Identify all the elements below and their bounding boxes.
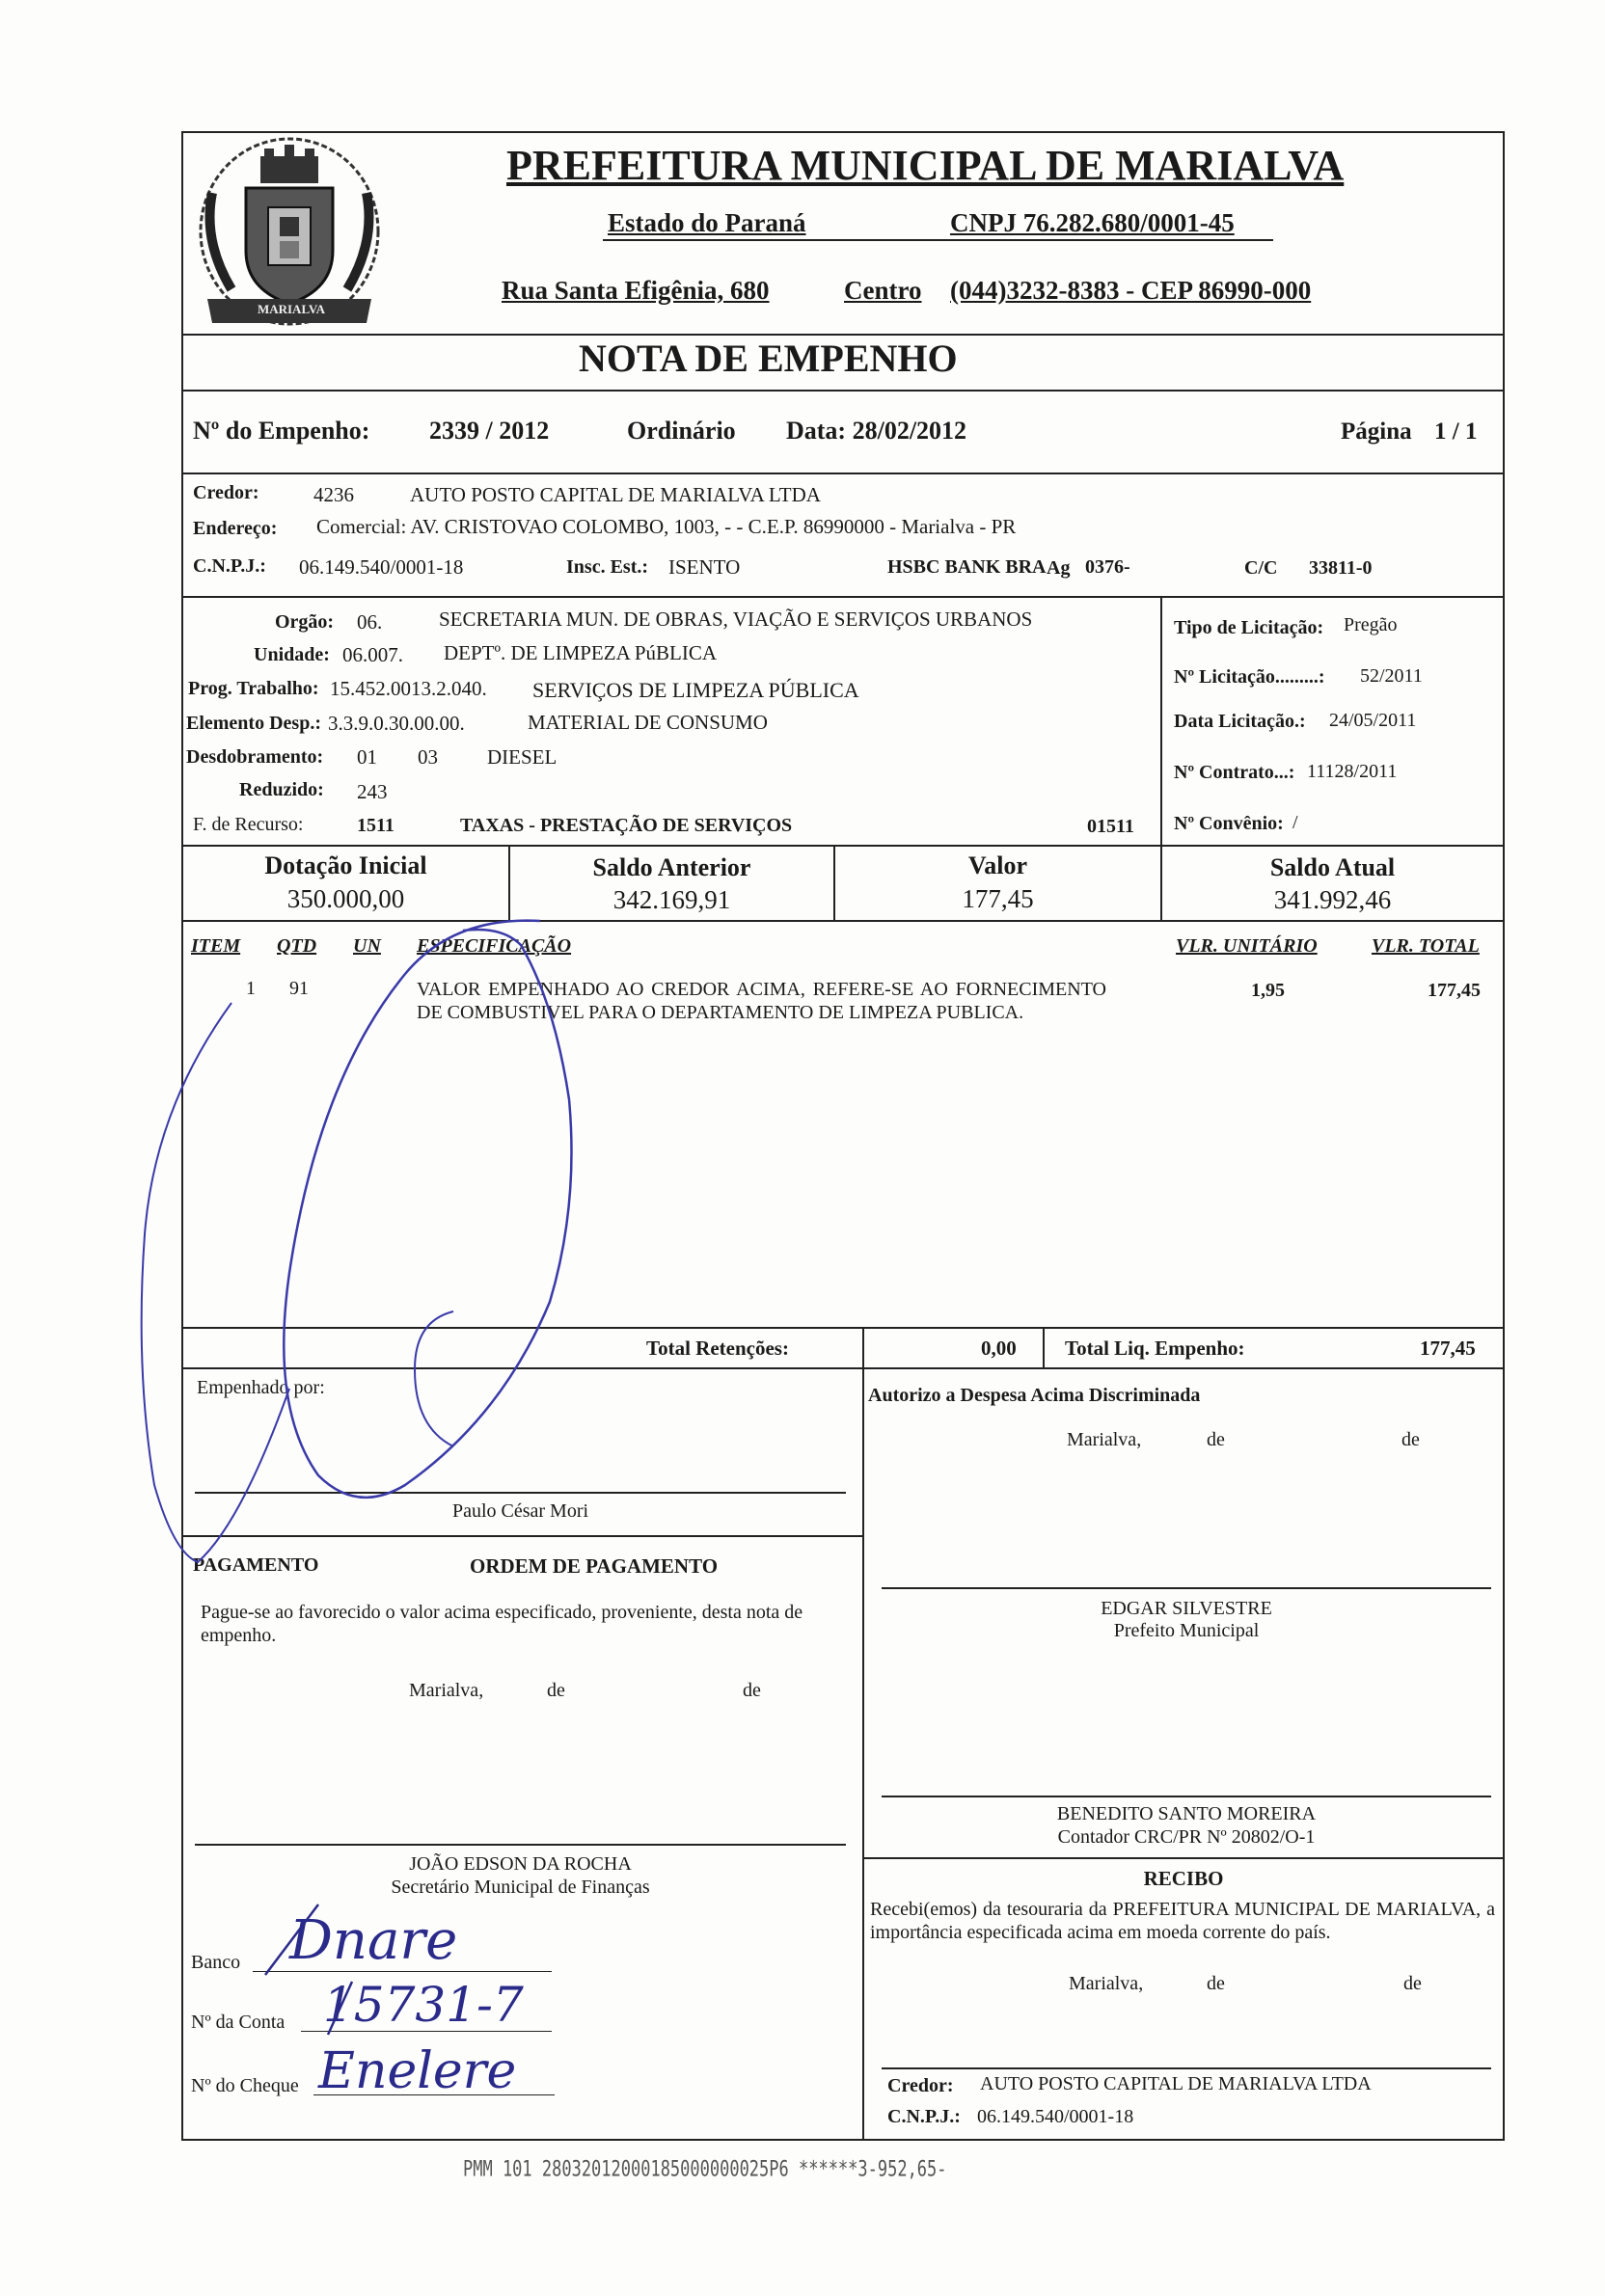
desdobramento-a: 01 xyxy=(357,745,377,769)
orgao-label: Orgão: xyxy=(275,611,335,633)
phone-cep: (044)3232-8383 - CEP 86990-000 xyxy=(950,276,1312,305)
total-liq-label: Total Liq. Empenho: xyxy=(1065,1337,1245,1360)
pagamento-de1: de xyxy=(547,1680,565,1701)
saldo-anterior-value: 342.169,91 xyxy=(612,885,731,914)
row-unit-value: 1,95 xyxy=(1251,980,1285,1001)
recibo-city: Marialva, xyxy=(1069,1973,1144,1994)
prog-label: Prog. Trabalho: xyxy=(188,678,319,699)
banco-label: Banco xyxy=(191,1952,241,1973)
elemento-code: 3.3.9.0.30.00.00. xyxy=(328,712,465,735)
pagamento-label: PAGAMENTO xyxy=(193,1554,319,1576)
num-licitacao: 52/2011 xyxy=(1360,665,1423,687)
prog-code: 15.452.0013.2.040. xyxy=(330,677,487,700)
credor-address: Comercial: AV. CRISTOVAO COLOMBO, 1003, - - C.E.P. 86990000 - Marialva - PR xyxy=(316,515,1017,538)
prog-name: SERVIÇOS DE LIMPEZA PÚBLICA xyxy=(532,678,859,702)
recibo-credor-label: Credor: xyxy=(887,2075,954,2096)
data-licitacao-label: Data Licitação.: xyxy=(1174,711,1306,732)
insc-label: Insc. Est.: xyxy=(566,556,649,578)
col-item: ITEM xyxy=(191,935,241,957)
convenio-value: / xyxy=(1292,812,1298,833)
endereco-label: Endereço: xyxy=(193,518,278,539)
empenho-date: Data: 28/02/2012 xyxy=(786,417,967,445)
autorizo-de1: de xyxy=(1207,1429,1225,1450)
recibo-de2: de xyxy=(1403,1973,1422,1994)
doc-title: NOTA DE EMPENHO xyxy=(579,337,958,380)
tipo-licitacao: Pregão xyxy=(1344,614,1398,635)
insc-value: ISENTO xyxy=(668,555,741,579)
unidade-code: 06.007. xyxy=(342,643,403,666)
recibo-credor: AUTO POSTO CAPITAL DE MARIALVA LTDA xyxy=(980,2073,1372,2094)
valor-value: 177,45 xyxy=(962,884,1034,913)
crest-text: MARIALVA xyxy=(257,302,326,316)
recibo-cnpj: 06.149.540/0001-18 xyxy=(977,2106,1134,2127)
autorizo-signer: EDGAR SILVESTRE xyxy=(1101,1598,1272,1619)
cheque-label: Nº do Cheque xyxy=(191,2075,299,2096)
empenho-type: Ordinário xyxy=(627,417,736,445)
state-name: Estado do Paraná xyxy=(608,208,806,237)
signature-hook-stroke xyxy=(415,1311,453,1446)
credor-cnpj: 06.149.540/0001-18 xyxy=(299,555,464,579)
autorizo-city: Marialva, xyxy=(1067,1429,1142,1450)
footer-code: PMM 101 28032012000185000000025P6 ******3-952,65- xyxy=(463,2157,947,2182)
conta-label: Nº da Conta xyxy=(191,2012,286,2033)
page-label: Página xyxy=(1341,419,1412,445)
account-number: 33811-0 xyxy=(1309,557,1373,579)
total-retencoes-value: 0,00 xyxy=(981,1337,1017,1360)
unidade-label: Unidade: xyxy=(254,644,330,665)
tipo-licitacao-label: Tipo de Licitação: xyxy=(1174,617,1324,638)
total-retencoes-label: Total Retenções: xyxy=(646,1337,789,1360)
signature-loop-stroke xyxy=(284,921,571,1498)
pagamento-role: Secretário Municipal de Finanças xyxy=(391,1877,650,1898)
credor-label: Credor: xyxy=(193,482,259,503)
data-licitacao: 24/05/2011 xyxy=(1329,710,1417,731)
saldo-anterior-label: Saldo Anterior xyxy=(592,853,751,881)
empenhado-signer: Paulo César Mori xyxy=(451,1500,589,1522)
recibo-title: RECIBO xyxy=(1143,1867,1224,1890)
pagamento-text: Pague-se ao favorecido o valor acima especificado, proveniente, desta nota de empenho. xyxy=(201,1602,803,1646)
agency-label: Ag xyxy=(1047,557,1071,579)
recibo-cnpj-label: C.N.P.J.: xyxy=(887,2106,961,2127)
district: Centro xyxy=(844,276,922,305)
bank-name: HSBC BANK BRA xyxy=(887,556,1047,578)
credor-cnpj-label: C.N.P.J.: xyxy=(193,555,266,577)
reduzido-value: 243 xyxy=(357,780,388,803)
orgao-name: SECRETARIA MUN. DE OBRAS, VIAÇÃO E SERVIÇOS URBANOS xyxy=(439,608,1033,631)
contrato-label: Nº Contrato...: xyxy=(1174,762,1295,783)
banco-handwritten: Dnare xyxy=(289,1909,458,1972)
col-especificacao: ESPECIFICAÇÃO xyxy=(417,935,572,957)
recibo-text: Recebi(emos) da tesouraria da PREFEITURA MUNICIPAL DE MARIALVA, a importância especificada acima em moeda corrente do país. xyxy=(870,1899,1495,1943)
recibo-de1: de xyxy=(1207,1973,1225,1994)
orgao-code: 06. xyxy=(357,610,383,634)
credor-name: AUTO POSTO CAPITAL DE MARIALVA LTDA xyxy=(410,483,821,506)
convenio-label: Nº Convênio: xyxy=(1174,813,1284,834)
pagamento-signer: JOÃO EDSON DA ROCHA xyxy=(409,1853,632,1875)
unidade-name: DEPTº. DE LIMPEZA PúBLICA xyxy=(444,641,718,664)
col-un: UN xyxy=(353,935,381,957)
credor-code: 4236 xyxy=(313,483,354,506)
conta-handwritten: 15731-7 xyxy=(323,1977,524,2033)
row-total-value: 177,45 xyxy=(1428,980,1481,1001)
row-qtd: 91 xyxy=(289,978,309,999)
valor-label: Valor xyxy=(967,851,1028,879)
desdobramento-b: 03 xyxy=(418,745,438,769)
desdobramento-label: Desdobramento: xyxy=(186,746,324,768)
fonte-code: 1511 xyxy=(357,815,394,836)
reduzido-label: Reduzido: xyxy=(239,779,324,800)
dotacao-inicial-value: 350.000,00 xyxy=(286,884,405,913)
col-vlr-unitario: VLR. UNITÁRIO xyxy=(1176,935,1318,957)
row-description: VALOR EMPENHADO AO CREDOR ACIMA, REFERE-SE AO FORNECIMENTO DE COMBUSTIVEL PARA O DEPARTAMENTO DE LIMPEZA PUBLICA. xyxy=(417,979,1106,1023)
fonte-label: F. de Recurso: xyxy=(193,814,304,835)
elemento-name: MATERIAL DE CONSUMO xyxy=(528,711,768,734)
pagamento-de2: de xyxy=(743,1680,761,1701)
contrato-value: 11128/2011 xyxy=(1307,761,1398,782)
contador-role: Contador CRC/PR Nº 20802/O-1 xyxy=(1057,1826,1316,1848)
num-licitacao-label: Nº Licitação.........: xyxy=(1174,666,1325,688)
empenhado-por-label: Empenhado por: xyxy=(197,1377,325,1398)
desdobramento-name: DIESEL xyxy=(487,745,558,769)
ordem-pagamento: ORDEM DE PAGAMENTO xyxy=(470,1554,719,1578)
saldo-atual-value: 341.992,46 xyxy=(1273,885,1392,914)
page-number: 1 / 1 xyxy=(1434,419,1478,445)
fonte-number: 01511 xyxy=(1087,816,1134,837)
col-qtd: QTD xyxy=(277,935,317,957)
empenho-number: 2339 / 2012 xyxy=(429,417,550,445)
empenho-label: Nº do Empenho: xyxy=(193,417,370,445)
total-liq-value: 177,45 xyxy=(1420,1337,1476,1360)
elemento-label: Elemento Desp.: xyxy=(186,713,321,734)
agency-number: 0376- xyxy=(1085,556,1130,578)
autorizo-role: Prefeito Municipal xyxy=(1113,1620,1260,1641)
row-item: 1 xyxy=(246,978,256,999)
conta-scribble xyxy=(328,1982,352,2035)
signature-tail-stroke xyxy=(142,1003,289,1562)
pagamento-city: Marialva, xyxy=(409,1680,484,1701)
banco-scribble xyxy=(265,1904,318,1975)
page-title: PREFEITURA MUNICIPAL DE MARIALVA xyxy=(506,142,1345,189)
saldo-atual-label: Saldo Atual xyxy=(1269,853,1396,881)
autorizo-label: Autorizo a Despesa Acima Discriminada xyxy=(868,1385,1201,1406)
autorizo-de2: de xyxy=(1401,1429,1420,1450)
account-label: C/C xyxy=(1244,557,1278,579)
fonte-name: TAXAS - PRESTAÇÃO DE SERVIÇOS xyxy=(460,815,793,836)
cnpj-header: CNPJ 76.282.680/0001-45 xyxy=(950,208,1235,237)
dotacao-inicial-label: Dotação Inicial xyxy=(264,851,427,879)
contador-signer: BENEDITO SANTO MOREIRA xyxy=(1056,1803,1317,1824)
address: Rua Santa Efigênia, 680 xyxy=(502,276,770,305)
cheque-handwritten: Enelere xyxy=(318,2042,517,2100)
col-vlr-total: VLR. TOTAL xyxy=(1372,935,1480,957)
